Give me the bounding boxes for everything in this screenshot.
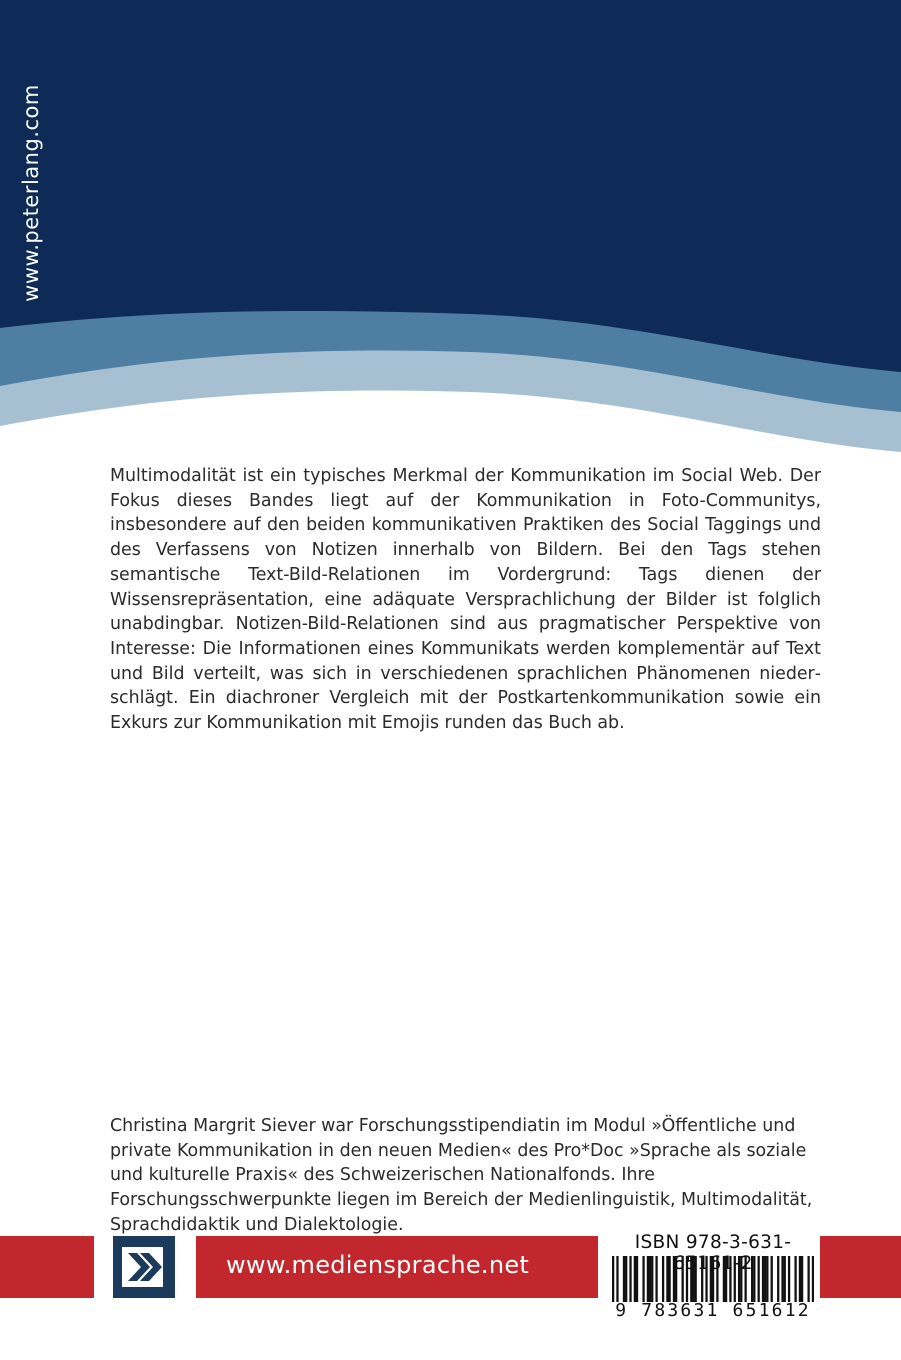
author-bio: Christina Margrit Siever war Forschungsstipendiatin im Modul »Öffentliche und private Kommunikation in den neuen Medien« des Pro*Doc »Sprache als soziale und kulturelle Praxis« des Schweizerischen Nationalfonds. Ihre Forschungsschwerpunkte liegen im Bereich der Medienlinguistik, Multimodalität, Sprachdidaktik und Dialektologie. — [110, 1116, 813, 1235]
barcode-bar — [716, 1256, 718, 1302]
barcode-bar — [623, 1256, 625, 1302]
barcode-bar — [662, 1256, 664, 1302]
barcode-bar — [616, 1256, 618, 1302]
barcode-bar — [771, 1256, 773, 1302]
barcode-bar — [655, 1256, 657, 1302]
barcode-bar — [764, 1256, 766, 1302]
barcode-bar — [777, 1256, 779, 1302]
barcode-bar — [762, 1256, 764, 1302]
barcode-bar — [807, 1256, 809, 1302]
barcode-bar — [647, 1256, 649, 1302]
barcode-bar — [801, 1256, 803, 1302]
barcode-bar — [673, 1256, 675, 1302]
barcode-bar — [751, 1256, 753, 1302]
barcode-bar — [692, 1256, 694, 1302]
ean-digits: 9 783631 651612 — [615, 1300, 811, 1321]
barcode-bar — [784, 1256, 786, 1302]
barcode-bar — [625, 1256, 627, 1302]
barcode-bar — [695, 1256, 697, 1302]
barcode-bar — [758, 1256, 760, 1302]
footer-strip-left — [0, 1236, 94, 1298]
wave-header — [0, 0, 901, 460]
barcode-bar — [723, 1256, 725, 1302]
barcode-bar — [682, 1256, 684, 1302]
barcode-bar — [725, 1256, 727, 1302]
barcode-bar — [666, 1256, 668, 1302]
barcode-bar — [712, 1256, 714, 1302]
barcode-bar — [686, 1256, 688, 1302]
barcode-bar — [649, 1256, 651, 1302]
series-url: www.mediensprache.net — [226, 1251, 530, 1279]
barcode-bar — [651, 1256, 653, 1302]
barcode-bar — [690, 1256, 692, 1302]
barcode-bar — [629, 1256, 631, 1302]
barcode-bar — [636, 1256, 638, 1302]
barcode-bar — [729, 1256, 731, 1302]
barcode-bar — [710, 1256, 712, 1302]
double-chevron-right-icon — [113, 1236, 175, 1298]
barcode-bar — [744, 1256, 746, 1302]
series-url-bar — [196, 1236, 598, 1298]
barcode-bar — [812, 1256, 814, 1302]
barcode-bar — [701, 1256, 703, 1302]
publisher-url: www.peterlang.com — [19, 84, 43, 302]
barcode-bar — [799, 1256, 801, 1302]
barcode-bar — [612, 1256, 614, 1302]
barcode-bar — [705, 1256, 707, 1302]
barcode-bar — [781, 1256, 783, 1302]
barcode-bar — [734, 1256, 736, 1302]
barcode-bar — [668, 1256, 670, 1302]
barcode-bar — [753, 1256, 755, 1302]
barcode-bar — [738, 1256, 740, 1302]
book-description: Multimodalität ist ein typisches Merkmal der Kommunikation im Social Web. Der Fokus dieses Bandes liegt auf der Kommunikation in Foto-Communitys, insbesondere auf den beiden kommunikativen Praktiken des Social Taggings und des Verfassens von Notizen innerhalb von Bildern. Bei den Tags stehen semantische Text-Bild-Relationen im Vordergrund: Tags dienen der Wissensrepräsentation, eine adäquate Versprachlichung der Bilder ist folglich unabdingbar. Notizen-Bild-Relationen sind aus pragmatischer Perspektive von Interesse: Die Informationen eines Kommunikats werden komplementär auf Text und Bild verteilt, was sich in verschiedenen sprachlichen Phänomenen niederschlägt. Ein diachroner Vergleich mit der Postkartenkommunikation sowie ein Exkurs zur Kommunikation mit Emojis runden das Buch ab. — [110, 466, 821, 734]
barcode-bar — [642, 1256, 644, 1302]
barcode — [612, 1256, 814, 1302]
series-logo — [113, 1236, 175, 1298]
barcode-bar — [794, 1256, 796, 1302]
barcode-bar — [740, 1256, 742, 1302]
barcode-bar — [766, 1256, 768, 1302]
barcode-bar — [634, 1256, 636, 1302]
barcode-bar — [788, 1256, 790, 1302]
footer-strip-right — [820, 1236, 901, 1298]
isbn-label: ISBN 978-3-631-65161-2 — [634, 1232, 792, 1274]
barcode-bar — [675, 1256, 677, 1302]
